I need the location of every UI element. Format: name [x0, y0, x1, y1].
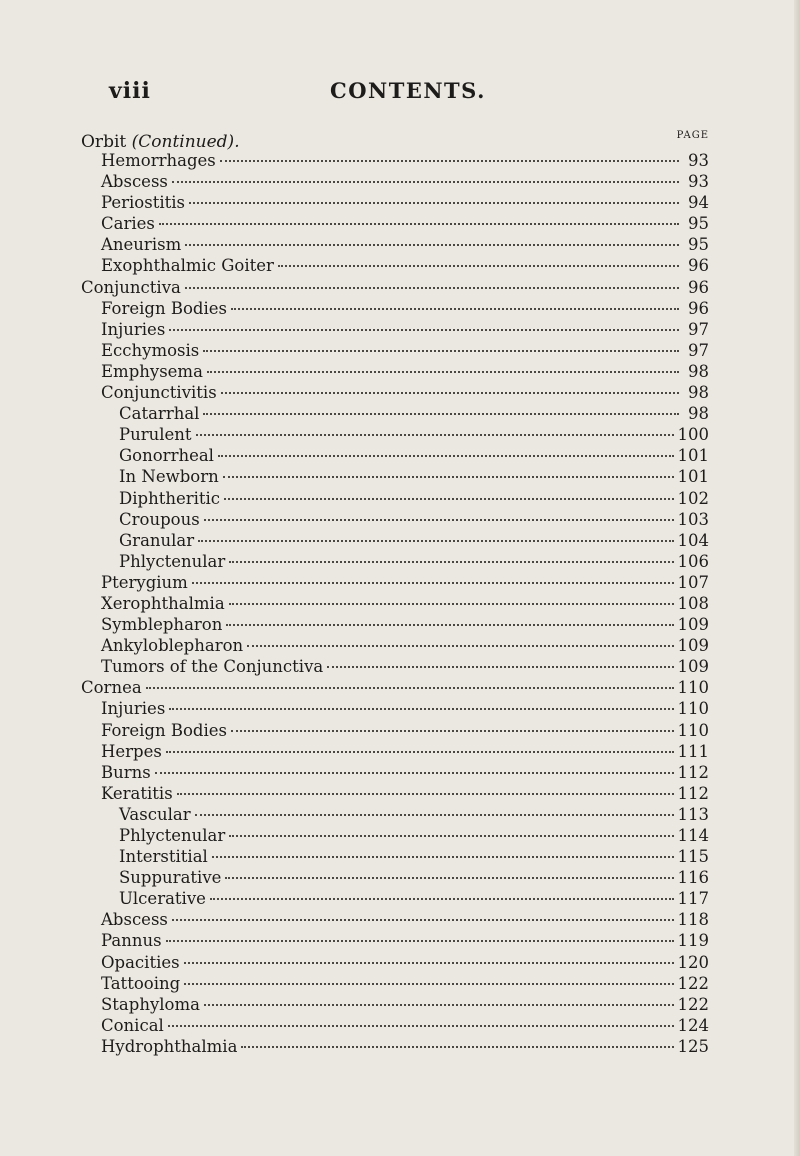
page-header [0, 78, 800, 108]
toc-entry [81, 488, 709, 509]
toc-entry [81, 677, 709, 698]
toc-entry-title: Croupous [119, 509, 200, 529]
toc-entry-title: Aneurism [101, 235, 182, 255]
toc-entry-title: Opacities [101, 952, 180, 972]
dot-leader [231, 730, 674, 732]
toc-entry-title: Pterygium [101, 572, 188, 592]
dot-leader [220, 160, 679, 162]
dot-leader [196, 434, 674, 436]
page-edge [794, 0, 800, 1156]
toc-entry-page: 113 [677, 804, 709, 824]
toc-entry [81, 930, 709, 951]
toc-entry [81, 698, 709, 719]
toc-entry [81, 867, 709, 888]
toc-entry [81, 952, 709, 973]
section-continued: (Continued). [131, 132, 240, 152]
toc-entry-title: Herpes [101, 741, 162, 761]
toc-entry [81, 593, 709, 614]
dot-leader [204, 1004, 674, 1006]
toc-entry [81, 825, 709, 846]
page-column-label: PAGE [676, 130, 709, 141]
toc-entry-page: 97 [688, 319, 709, 339]
section-title: Orbit [81, 132, 127, 152]
dot-leader [169, 708, 673, 710]
toc-entry [81, 530, 709, 551]
dot-leader [185, 244, 679, 246]
toc-entry-page: 110 [677, 699, 709, 719]
toc-entry [81, 909, 709, 930]
toc-entry-title: Emphysema [101, 361, 203, 381]
dot-leader [229, 835, 673, 837]
toc-entry-title: Ankyloblepharon [101, 636, 244, 656]
toc-entry [81, 171, 709, 192]
toc-entry-title: Staphyloma [101, 994, 200, 1014]
toc-entry-title: Diphtheritic [119, 488, 221, 508]
toc-entry-page: 120 [677, 952, 709, 972]
toc-entry-title: Conjunctiva [81, 277, 181, 297]
toc-entry-page: 124 [677, 1015, 709, 1035]
toc-entry-title: Interstitial [119, 847, 208, 867]
toc-entry-page: 96 [688, 256, 709, 276]
toc-entry [81, 762, 709, 783]
toc-entry-page: 96 [688, 277, 709, 297]
toc-entry-title: Keratitis [101, 783, 173, 803]
toc-entry-title: Ecchymosis [101, 340, 200, 360]
toc-entry-page: 93 [688, 172, 709, 192]
toc-entry [81, 150, 709, 171]
toc-entry-page: 101 [677, 467, 709, 487]
toc-entry-page: 112 [677, 783, 709, 803]
toc-entry-title: Tumors of the Conjunctiva [101, 657, 324, 677]
dot-leader [327, 666, 673, 668]
table-of-contents [81, 150, 709, 1057]
toc-entry [81, 234, 709, 255]
toc-entry-page: 101 [677, 446, 709, 466]
toc-entry-title: Abscess [101, 910, 168, 930]
toc-entry-page: 116 [677, 868, 709, 888]
toc-entry [81, 973, 709, 994]
dot-leader [229, 561, 673, 563]
toc-entry-title: Hydrophthalmia [101, 1036, 238, 1056]
toc-entry-title: Vascular [119, 804, 191, 824]
toc-entry [81, 551, 709, 572]
dot-leader [231, 308, 679, 310]
toc-entry [81, 424, 709, 445]
toc-entry-page: 110 [677, 678, 709, 698]
toc-entry-page: 114 [677, 826, 709, 845]
toc-entry-title: Conjunctivitis [101, 383, 217, 403]
dot-leader [177, 793, 674, 795]
dot-leader [184, 983, 673, 985]
dot-leader [223, 476, 674, 478]
toc-entry-title: Symblepharon [101, 615, 223, 635]
dot-leader [278, 265, 679, 267]
toc-entry [81, 277, 709, 298]
toc-entry [81, 340, 709, 361]
dot-leader [166, 940, 674, 942]
dot-leader [210, 898, 674, 900]
toc-entry [81, 656, 709, 677]
toc-entry [81, 255, 709, 276]
dot-leader [168, 1025, 674, 1027]
toc-entry-page: 112 [677, 762, 709, 782]
dot-leader [203, 413, 679, 415]
toc-entry-page: 98 [688, 383, 709, 403]
toc-entry [81, 382, 709, 403]
toc-entry-page: 100 [677, 425, 709, 445]
dot-leader [192, 582, 674, 584]
toc-entry [81, 445, 709, 466]
toc-entry [81, 720, 709, 741]
page-number: viii [109, 78, 151, 104]
dot-leader [221, 392, 679, 394]
dot-leader [185, 287, 679, 289]
toc-entry-page: 107 [677, 572, 709, 592]
dot-leader [218, 455, 674, 457]
toc-entry [81, 635, 709, 656]
toc-entry-page: 104 [677, 530, 709, 550]
running-head: CONTENTS. [330, 78, 486, 103]
dot-leader [166, 751, 674, 753]
dot-leader [172, 919, 674, 921]
toc-entry-title: Suppurative [119, 868, 222, 888]
dot-leader [159, 223, 679, 225]
toc-entry [81, 846, 709, 867]
toc-entry-page: 103 [677, 509, 709, 529]
toc-entry-title: Granular [119, 530, 195, 550]
toc-entry-page: 95 [688, 214, 709, 234]
dot-leader [195, 814, 674, 816]
toc-entry [81, 804, 709, 825]
toc-entry [81, 1015, 709, 1036]
toc-entry-title: In Newborn [119, 467, 219, 487]
toc-entry [81, 192, 709, 213]
dot-leader [224, 498, 673, 500]
toc-entry-title: Abscess [101, 172, 168, 192]
toc-entry [81, 741, 709, 762]
toc-entry-page: 109 [677, 615, 709, 635]
toc-entry-page: 122 [677, 973, 709, 993]
toc-entry-page: 98 [688, 361, 709, 381]
dot-leader [172, 181, 679, 183]
toc-entry-page: 119 [677, 931, 709, 951]
toc-entry-title: Conical [101, 1015, 164, 1035]
dot-leader [247, 645, 673, 647]
dot-leader [212, 856, 674, 858]
toc-entry-title: Purulent [119, 425, 192, 445]
toc-entry-title: Foreign Bodies [101, 298, 227, 318]
dot-leader [229, 603, 674, 605]
dot-leader [204, 519, 674, 521]
dot-leader [169, 329, 679, 331]
toc-entry [81, 319, 709, 340]
dot-leader [189, 202, 679, 204]
toc-entry [81, 572, 709, 593]
toc-entry-page: 108 [677, 593, 709, 613]
toc-entry [81, 403, 709, 424]
toc-entry-page: 118 [677, 910, 709, 930]
toc-entry [81, 466, 709, 487]
toc-entry-title: Xerophthalmia [101, 593, 225, 613]
dot-leader [207, 371, 679, 373]
dot-leader [241, 1046, 673, 1048]
dot-leader [225, 877, 673, 879]
dot-leader [155, 772, 674, 774]
toc-entry-title: Injuries [101, 699, 166, 719]
toc-entry-page: 95 [688, 235, 709, 255]
toc-entry-title: Hemorrhages [101, 151, 216, 170]
toc-entry-title: Periostitis [101, 193, 185, 213]
toc-entry-title: Exophthalmic Goiter [101, 256, 274, 276]
toc-entry-title: Phlyctenular [119, 551, 226, 571]
toc-entry [81, 509, 709, 530]
toc-entry-title: Cornea [81, 678, 142, 698]
toc-entry-title: Burns [101, 762, 151, 782]
toc-entry-page: 111 [677, 741, 709, 761]
toc-entry [81, 1036, 709, 1057]
toc-entry-page: 98 [688, 404, 709, 424]
toc-entry-page: 109 [677, 657, 709, 677]
toc-entry-page: 97 [688, 340, 709, 360]
toc-entry-title: Pannus [101, 931, 162, 951]
toc-entry-title: Phlyctenular [119, 826, 226, 845]
toc-entry-title: Foreign Bodies [101, 720, 227, 740]
toc-entry-page: 96 [688, 298, 709, 318]
toc-entry [81, 213, 709, 234]
toc-entry-page: 117 [677, 889, 709, 909]
toc-entry-title: Gonorrheal [119, 446, 214, 466]
dot-leader [198, 540, 673, 542]
toc-entry-page: 125 [677, 1036, 709, 1056]
toc-entry [81, 994, 709, 1015]
toc-entry-page: 122 [677, 994, 709, 1014]
toc-entry-page: 102 [677, 488, 709, 508]
toc-entry-page: 93 [688, 151, 709, 170]
toc-entry [81, 298, 709, 319]
toc-entry-title: Ulcerative [119, 889, 206, 909]
dot-leader [184, 962, 674, 964]
toc-entry-title: Injuries [101, 319, 166, 339]
dot-leader [226, 624, 673, 626]
toc-entry-page: 94 [688, 193, 709, 213]
toc-entry [81, 614, 709, 635]
toc-entry [81, 888, 709, 909]
dot-leader [146, 687, 674, 689]
toc-entry-title: Caries [101, 214, 155, 234]
toc-entry-page: 110 [677, 720, 709, 740]
toc-entry [81, 783, 709, 804]
dot-leader [203, 350, 679, 352]
toc-entry-title: Catarrhal [119, 404, 200, 424]
toc-entry-page: 115 [677, 847, 709, 867]
toc-entry-page: 109 [677, 636, 709, 656]
toc-entry [81, 361, 709, 382]
toc-entry-title: Tattooing [101, 973, 181, 993]
toc-entry-page: 106 [677, 551, 709, 571]
